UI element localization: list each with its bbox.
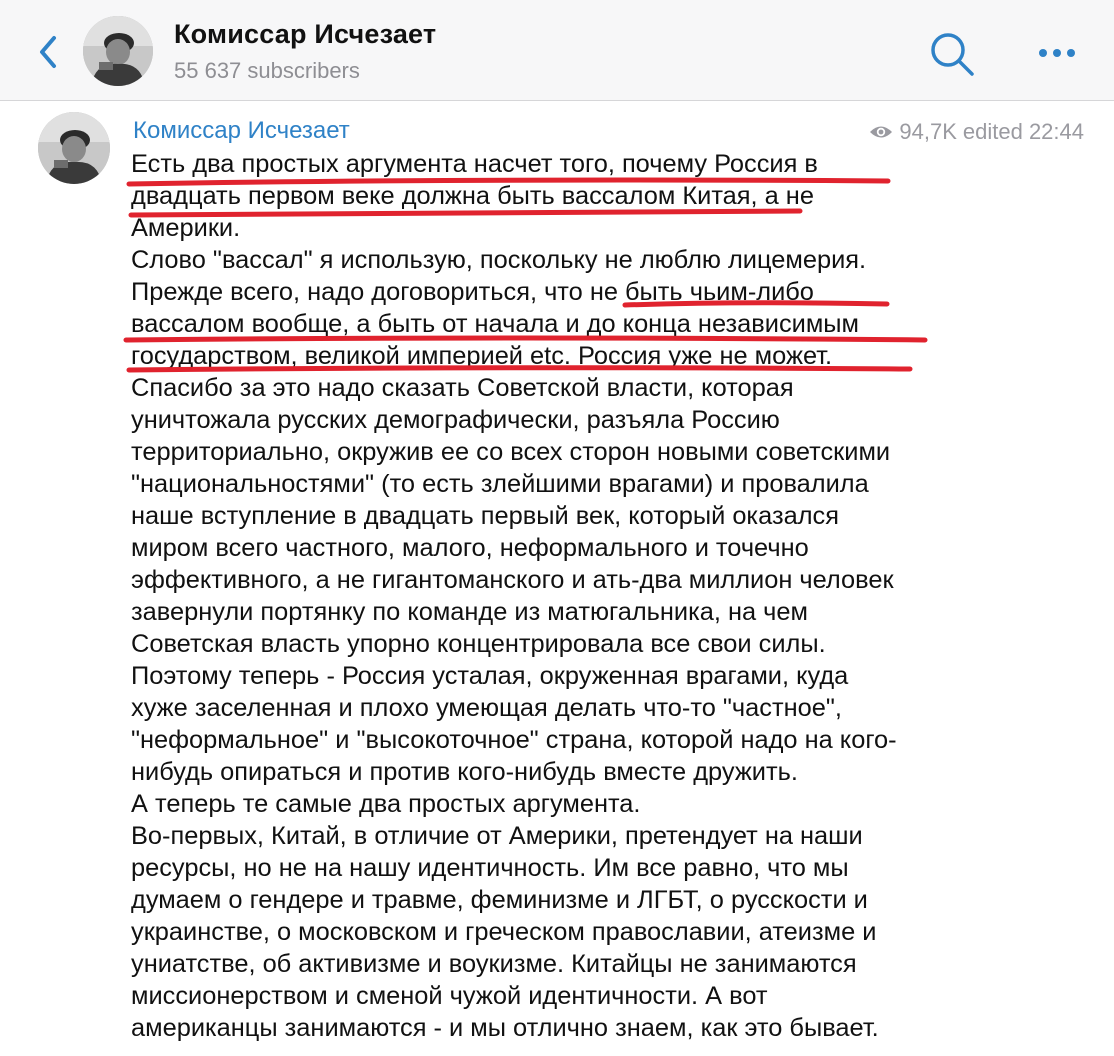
message-line: Поэтому теперь - Россия усталая, окруженная врагами, куда	[131, 662, 849, 690]
message-line: эффективного, а не гигантоманского и ать-два миллион человек	[131, 566, 894, 594]
message-line: наше вступление в двадцать первый век, который оказался	[131, 502, 839, 530]
message-line: "национальностями" (то есть злейшими врагами) и провалила	[131, 470, 869, 498]
channel-header	[0, 0, 1114, 101]
message-author[interactable]: Комиссар Исчезает	[133, 117, 350, 144]
message-line: думаем о гендере и травме, феминизме и ЛГБТ, о русскости и	[131, 886, 868, 914]
message-line: Прежде всего, надо договориться, что не быть чьим-либо	[131, 278, 814, 306]
subscriber-count: 55 637 subscribers	[174, 58, 360, 83]
more-dots-icon	[1034, 38, 1080, 68]
search-button[interactable]	[928, 30, 976, 78]
message-line: Во-первых, Китай, в отличие от Америки, претендует на наши	[131, 822, 863, 850]
view-count: 94,7K	[899, 119, 957, 144]
message-line: хуже заселенная и плохо умеющая делать что-то "частное",	[131, 694, 842, 722]
search-icon	[928, 30, 976, 78]
message-line: Спасибо за это надо сказать Советской власти, которая	[131, 374, 794, 402]
message-line: миром всего частного, малого, неформального и точечно	[131, 534, 809, 562]
message-line: завернули портянку по команде из матюгальника, на чем	[131, 598, 808, 626]
message-meta	[869, 119, 1084, 145]
back-button[interactable]	[34, 32, 64, 72]
message-text	[131, 148, 1106, 1044]
message-line: двадцать первом веке должна быть вассалом Китая, а не	[131, 182, 814, 210]
message-line: территориально, окружив ее со всех сторон новыми советскими	[131, 438, 891, 466]
message-line: американцы занимаются - и мы отлично знаем, как это бывает.	[131, 1014, 879, 1042]
channel-avatar[interactable]	[83, 16, 153, 86]
more-button[interactable]	[1034, 38, 1080, 68]
message-line: ресурсы, но не на нашу идентичность. Им все равно, что мы	[131, 854, 849, 882]
message-line: миссионерством и сменой чужой идентичности. А вот	[131, 982, 768, 1010]
message-line: "неформальное" и "высокоточное" страна, которой надо на кого-	[131, 726, 897, 754]
edited-time: edited 22:44	[962, 119, 1084, 144]
message-line: уничтожала русских демографически, разъяла Россию	[131, 406, 780, 434]
message-line: Слово "вассал" я использую, поскольку не люблю лицемерия.	[131, 246, 867, 274]
channel-title[interactable]: Комиссар Исчезает	[174, 19, 437, 49]
chevron-left-icon	[34, 32, 64, 72]
message-line: государством, великой империей etc. Россия уже не может.	[131, 342, 833, 370]
message-line: украинстве, о московском и греческом православии, атеизме и	[131, 918, 877, 946]
message-line: Советская власть упорно концентрировала все свои силы.	[131, 630, 826, 658]
message-line: Америки.	[131, 214, 241, 242]
message-line: А теперь те самые два простых аргумента.	[131, 790, 641, 818]
message-line: нибудь опираться и против кого-нибудь вместе дружить.	[131, 758, 798, 786]
eye-icon	[869, 124, 893, 140]
message-line: вассалом вообще, а быть от начала и до конца независимым	[131, 310, 859, 338]
author-avatar[interactable]	[38, 112, 110, 184]
message-line: Есть два простых аргумента насчет того, почему Россия в	[131, 150, 818, 178]
message-line: униатстве, об активизме и воукизме. Китайцы не занимаются	[131, 950, 857, 978]
